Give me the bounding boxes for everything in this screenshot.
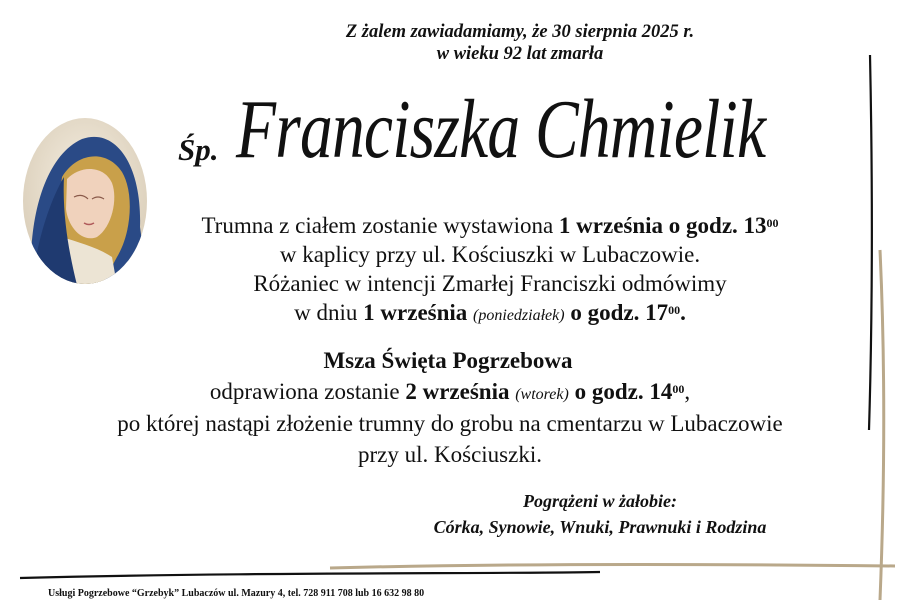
mourners-heading: Pogrążeni w żałobie: <box>522 491 677 511</box>
gold-horizontal-line <box>330 564 895 568</box>
mourners-names: Córka, Synowie, Wnuki, Prawnuki i Rodzina <box>433 517 767 537</box>
viewing-line-4: w dniu 1 września (poniedziałek) o godz. $17^{00}$. <box>294 300 686 325</box>
intro-line-1: Z żalem zawiadamiamy, że 30 sierpnia 2025 r. <box>345 22 695 42</box>
mass-line-3: przy ul. Kościuszki. <box>358 442 542 467</box>
viewing-line-3: Różaniec w intencji Zmarłej Franciszki odmówimy <box>253 271 727 296</box>
black-horizontal-line <box>20 572 600 578</box>
deceased-name: Franciszka Chmielik <box>236 83 766 176</box>
intro-line-2: w wieku 92 lat zmarła <box>436 44 604 64</box>
name-prefix: Śp. <box>178 132 219 167</box>
mass-line-2: po której nastąpi złożenie trumny do grobu na cmentarzu w Lubaczowie <box>117 411 783 436</box>
viewing-line-1: Trumna z ciałem zostanie wystawiona 1 września o godz. $13^{00}$ <box>201 213 779 238</box>
viewing-line-2: w kaplicy przy ul. Kościuszki w Lubaczowie. <box>279 242 701 267</box>
mass-line-1: odprawiona zostanie 2 września (wtorek) o godz. $14^{00}$, <box>209 379 691 404</box>
mass-title: Msza Święta Pogrzebowa <box>323 348 573 373</box>
funeral-home-footer: Usługi Pogrzebowe “Grzebyk” Lubaczów ul. Mazury 4, tel. 728 911 708 lub 16 632 98 80 <box>48 588 425 599</box>
